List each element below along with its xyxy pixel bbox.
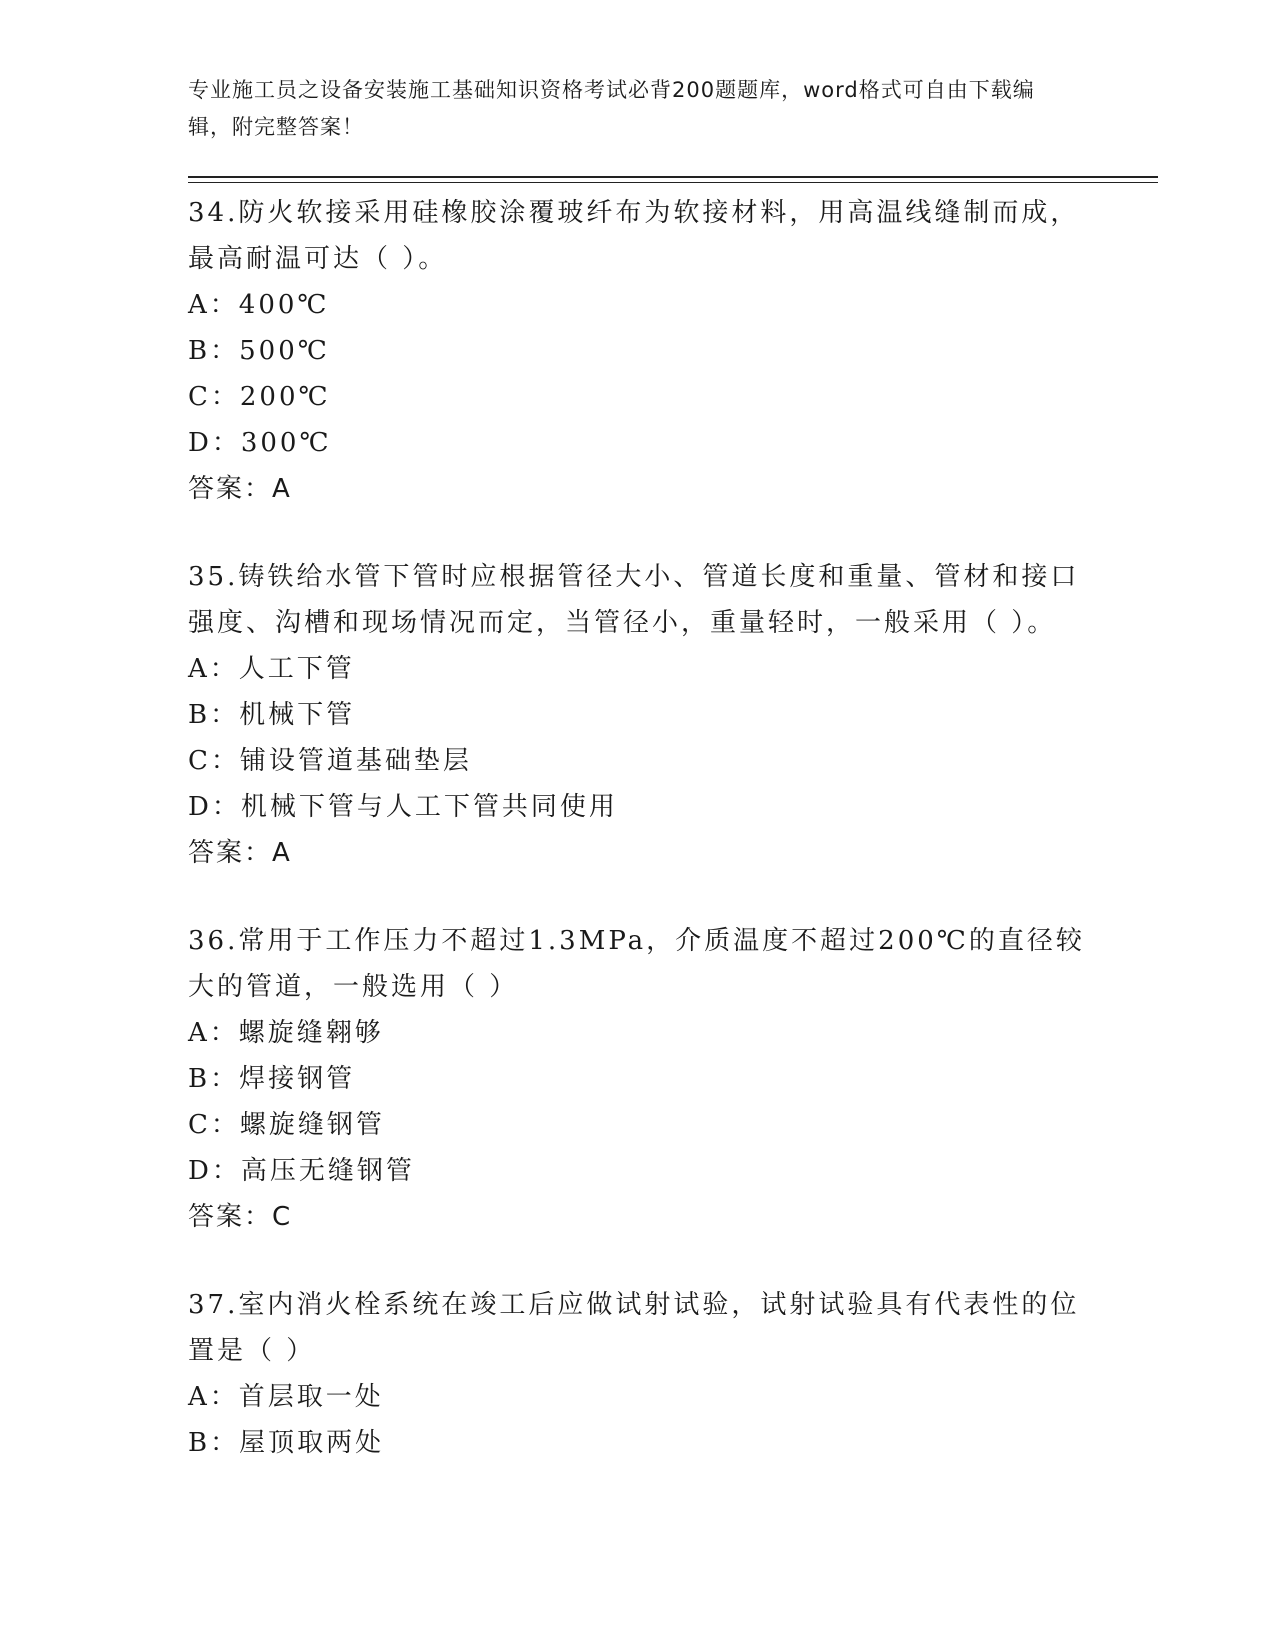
question-stem: 36.常用于工作压力不超过1.3MPa，介质温度不超过200℃的直径较大的管道，一般选用（ ） [188, 926, 1085, 1002]
question-34 [188, 190, 1088, 512]
option-d: D：高压无缝钢管 [188, 1156, 415, 1186]
option-a: A：螺旋缝翱够 [188, 1018, 384, 1048]
question-37 [188, 1282, 1088, 1466]
header-divider-thick [188, 176, 1158, 178]
question-36 [188, 918, 1088, 1240]
option-b: B：焊接钢管 [188, 1064, 356, 1094]
option-a: A：人工下管 [188, 654, 355, 684]
option-b: B：500℃ [188, 336, 330, 366]
question-list [188, 190, 1088, 1508]
option-d: D：机械下管与人工下管共同使用 [188, 792, 618, 822]
option-c: C：铺设管道基础垫层 [188, 746, 472, 776]
answer-line: 答案：C [188, 1202, 293, 1232]
option-a: A：首层取一处 [188, 1382, 384, 1412]
document-header: 专业施工员之设备安装施工基础知识资格考试必背200题题库，word格式可自由下载编辑，附完整答案！ [188, 78, 1035, 139]
question-stem: 35.铸铁给水管下管时应根据管径大小、管道长度和重量、管材和接口强度、沟槽和现场情况而定，当管径小，重量轻时，一般采用（ ）。 [188, 562, 1080, 638]
option-c: C：螺旋缝钢管 [188, 1110, 385, 1140]
option-c: C：200℃ [188, 382, 331, 412]
option-a: A：400℃ [188, 290, 330, 320]
header-divider-thin [188, 182, 1158, 183]
question-35 [188, 554, 1088, 876]
option-b: B：机械下管 [188, 700, 356, 730]
question-stem: 37.室内消火栓系统在竣工后应做试射试验，试射试验具有代表性的位置是（ ） [188, 1290, 1080, 1366]
answer-line: 答案：A [188, 474, 292, 504]
option-d: D：300℃ [188, 428, 332, 458]
answer-line: 答案：A [188, 838, 292, 868]
question-stem: 34.防火软接采用硅橡胶涂覆玻纤布为软接材料，用高温线缝制而成，最高耐温可达（ ）。 [188, 198, 1080, 274]
option-b: B：屋顶取两处 [188, 1428, 385, 1458]
